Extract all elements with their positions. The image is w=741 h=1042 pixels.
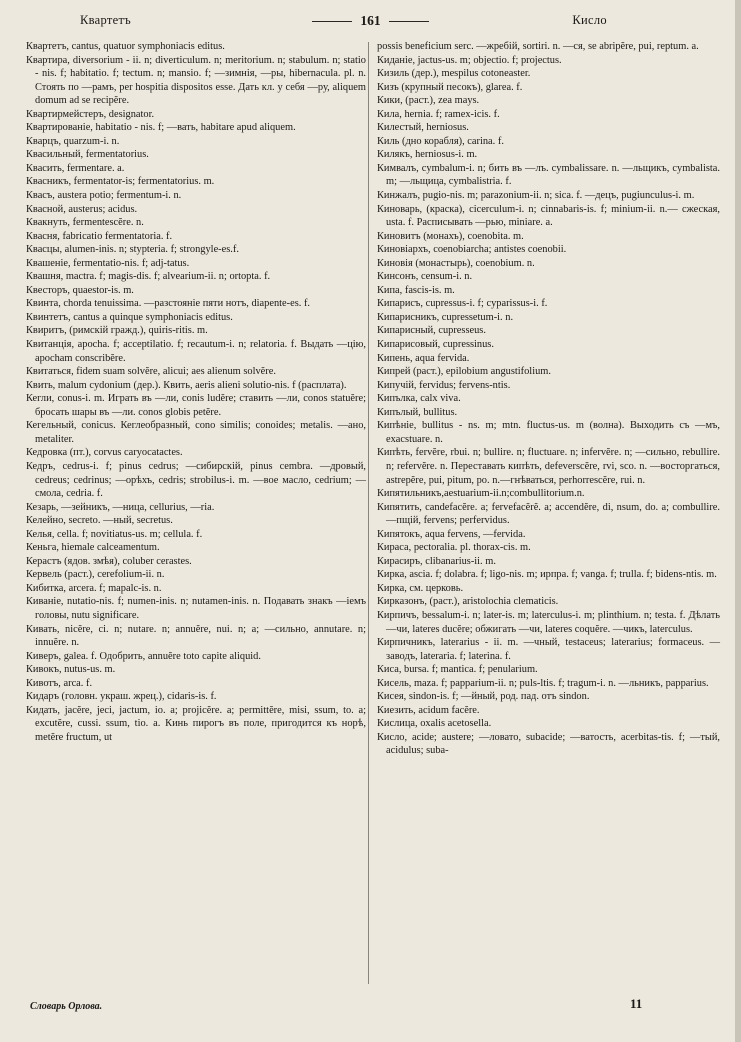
page-number: 161 bbox=[360, 13, 381, 28]
dictionary-entry: Кики, (раст.), zea mays. bbox=[377, 95, 480, 107]
dictionary-entry: Квартированіе, habitatio - nis. f; —вать, habitare apud aliquem. bbox=[26, 122, 296, 134]
dictionary-entry: Кипарисникъ, cupressetum-i. n. bbox=[377, 311, 514, 323]
dictionary-entry: Квасцы, alumen-inis. n; stypteria. f; strongyle-es.f. bbox=[26, 244, 239, 256]
dictionary-entry: Киновіархъ, coenobiarcha; antistes coenobii. bbox=[377, 244, 567, 256]
dictionary-entry: Кезарь, —зейникъ, —ница, cellurius, —ria. bbox=[26, 501, 215, 513]
dictionary-entry: Кивотъ, arca. f. bbox=[26, 677, 93, 689]
dictionary-entry: Кипа, fascis-is. m. bbox=[377, 284, 455, 296]
dictionary-entry: Киноварь, (краска), cicerculum-i. n; cinnabaris-is. f; minium-ii. n.— сжеская, usta. f. Расписывать —рью, miniare. a. bbox=[377, 203, 720, 229]
dictionary-entry: Киваніе, nutatio-nis. f; numen-inis. n; nutamen-inis. n. Подавать знакъ —іемъ головы, nutu significare. bbox=[26, 596, 366, 621]
dictionary-entry: Килестый, herniosus. bbox=[377, 122, 469, 134]
dictionary-entry: Квартетъ, cantus, quatuor symphoniacis editus. bbox=[26, 41, 225, 52]
dictionary-entry: Кирасиръ, clibanarius-ii. m. bbox=[377, 555, 496, 567]
dictionary-entry: Киверъ, galea. f. Одобрить, annuĕre toto capite aliquid. bbox=[26, 650, 261, 662]
dictionary-entry: Кипрей (раст.), epilobium angustifolium. bbox=[377, 366, 551, 378]
dictionary-entry: Квасной, austerus; acidus. bbox=[26, 203, 138, 215]
dictionary-entry: possis beneficium serc. —жребій, sortiri. n. —ся, se abripĕre, pui, reptum. a. bbox=[377, 41, 699, 52]
dictionary-entry: Кегли, conus-i. m. Играть въ —ли, conis ludĕre; ставить —ли, conos statuĕre; бросать шары въ —ли. conos globis petĕre. bbox=[26, 393, 366, 418]
header-right-guideword: Кисло bbox=[572, 13, 607, 27]
dictionary-entry: Кипълый, bullitus. bbox=[377, 406, 458, 418]
dictionary-entry: Кила, hernia. f; ramex-icis. f. bbox=[377, 108, 500, 120]
dictionary-entry: Квасильный, fermentatorius. bbox=[26, 149, 149, 161]
dictionary-entry: Кинжалъ, pugio-nis. m; parazonium-ii. n; sica. f. —децъ, pugiunculus-i. m. bbox=[377, 190, 695, 202]
dictionary-entry: Кизиль (дер.), mespilus cotoneaster. bbox=[377, 68, 531, 80]
dictionary-entry: Квитанція, apocha. f; acceptilatio. f; recautum-i. n; relatoria. f. Выдать —цію, apocham conscribĕre. bbox=[26, 339, 366, 364]
left-column bbox=[26, 40, 366, 744]
dictionary-entry: Кедровка (пт.), corvus caryocatactes. bbox=[26, 447, 183, 459]
dictionary-entry: Кисея, sindon-is. f; —йный, род. пад. отъ sindon. bbox=[377, 691, 590, 703]
dictionary-entry: Кивать, nicĕre, ci. n; nutare. n; annuĕre, nui. n; a; —сильно, annutare. n; innuĕre. n. bbox=[26, 623, 366, 649]
dictionary-entry: Киновія (монастырь), coenobium. n. bbox=[377, 257, 535, 269]
dictionary-entry: Киль (дно корабля), carina. f. bbox=[377, 135, 504, 147]
dictionary-entry: Келейно, secreto. —ный, secretus. bbox=[26, 515, 173, 527]
dictionary-entry: Киновитъ (монахъ), coenobita. m. bbox=[377, 230, 524, 242]
dictionary-entry: Кидаръ (головн. украш. жрец.), cidaris-is. f. bbox=[26, 691, 217, 703]
dictionary-entry: Квартирмейстеръ, designator. bbox=[26, 108, 155, 120]
dictionary-entry: Квасня, fabricatio fermentatoria. f. bbox=[26, 230, 173, 242]
dictionary-entry: Квакнуть, fermentescĕre. n. bbox=[26, 217, 144, 229]
dictionary-entry: Килякъ, herniosus-i. m. bbox=[377, 149, 478, 161]
dictionary-entry: Киданіе, jactus-us. m; objectio. f; projectus. bbox=[377, 54, 562, 66]
dictionary-entry: Кипарисный, cupresseus. bbox=[377, 325, 486, 337]
column-divider bbox=[368, 42, 369, 984]
dictionary-entry: Кипятильникъ,aestuarium-ii.n;combullitorium.n. bbox=[377, 488, 585, 500]
dictionary-entry: Кирка, ascia. f; dolabra. f; ligo-nis. m; ирпра. f; vanga. f; trulla. f; bidens-ntis. m. bbox=[377, 569, 717, 581]
dictionary-entry: Кинсонъ, censum-i. n. bbox=[377, 271, 473, 283]
dictionary-entry: Киезить, acidum facĕre. bbox=[377, 704, 480, 716]
right-column bbox=[377, 40, 720, 758]
dictionary-entry: Кипятить, candefacĕre. a; fervefacĕrĕ. a; accendĕre, di, nsum, do. a; combullire. —пщій, fervens; perfervidus. bbox=[377, 501, 720, 527]
dictionary-entry: Керастъ (ядов. змѣя), coluber cerastes. bbox=[26, 555, 192, 567]
dictionary-entry: Кибитка, arcera. f; mapalc-is. n. bbox=[26, 582, 162, 594]
dictionary-entry: Кипарисовый, cupressinus. bbox=[377, 339, 494, 351]
header-left-guideword: Квартетъ bbox=[80, 13, 132, 27]
dictionary-entry: Кипень, aqua fervida. bbox=[377, 352, 470, 364]
dictionary-entry: Кипълка, calx viva. bbox=[377, 393, 461, 405]
dictionary-entry: Квить, malum cydonium (дер.). Квить, aeris alieni solutio-nis. f (расплата). bbox=[26, 379, 347, 391]
dictionary-entry: Квашеніе, fermentatio-nis. f; adj-tatus. bbox=[26, 257, 190, 269]
dictionary-entry: Кирпичъ, bessalum-i. n; later-is. m; laterculus-i. m; plinthium. n; testa. f. Дѣлать —чи, lateres ducĕre; обжигать —чи, lateres coquĕre. —чикъ, laterculus. bbox=[377, 609, 720, 635]
dictionary-entry: Квиритъ, (римскій гражд.), quiris-ritis. m. bbox=[26, 325, 208, 337]
footer-signature-number: 11 bbox=[630, 996, 643, 1011]
page-edge bbox=[735, 0, 741, 1042]
dictionary-entry: Квашня, mactra. f; magis-dis. f; alvearium-ii. n; ortopta. f. bbox=[26, 271, 271, 283]
dictionary-entry: Квинтетъ, cantus a quinque symphoniacis editus. bbox=[26, 311, 233, 323]
dictionary-entry: Кирказонъ, (раст.), aristolochia clematicis. bbox=[377, 596, 559, 608]
footer-signature: Словарь Орлова. bbox=[30, 1001, 103, 1012]
dictionary-entry: Кедръ, cedrus-i. f; pinus cedrus; —сибирскій, pinus cembra. —дровый, cedreus; cedrinus; —орѣхъ, cedris; strobilus-i. m. —вое масло, cedrium; —смола, cedria. f. bbox=[26, 460, 366, 500]
dictionary-entry: Кислица, oxalis acetosella. bbox=[377, 718, 492, 730]
dictionary-entry: Кипарисъ, cupressus-i. f; cyparissus-i. f. bbox=[377, 298, 548, 310]
dictionary-entry: Кизъ (крупный песокъ), glarea. f. bbox=[377, 81, 523, 93]
dictionary-entry: Квесторъ, quaestor-is. m. bbox=[26, 284, 134, 296]
page-header bbox=[22, 13, 719, 33]
dictionary-entry: Кисель, maza. f; papparium-ii. n; puls-ltis. f; tragum-i. n. —льникъ, papparius. bbox=[377, 677, 709, 689]
dictionary-entry: Кипѣніе, bullitus - ns. m; mtn. fluctus-us. m (волна). Выходить съ —мъ, exacstuare. n. bbox=[377, 420, 720, 445]
dictionary-entry: Кимвалъ, cymbalum-i. n; бить въ —лъ. cymbalissare. n. —льщикъ, cymbalista. m; —льщица, cymbalistria. f. bbox=[377, 162, 720, 188]
dictionary-entry: Киса, bursa. f; mantica. f; penularium. bbox=[377, 664, 538, 676]
dictionary-entry: Кидать, jacĕre, jeci, jactum, io. a; projicĕre. a; permittĕre, misi, ssum, to. a; excutĕre, cussi. ssum, tio. a. Кинь пирогъ въ поле, пригодится къ норѣ, metĕre fructum, ut bbox=[26, 704, 366, 743]
dictionary-entry: Кираса, pectoralia. pl. thorax-cis. m. bbox=[377, 542, 531, 554]
dictionary-entry: Кирка, см. церковь. bbox=[377, 582, 464, 594]
dictionary-entry: Кипятокъ, aqua fervens, —fervida. bbox=[377, 528, 526, 540]
dictionary-entry: Квинта, chorda tenuissima. —разстояніе пяти нотъ, diapente-es. f. bbox=[26, 298, 311, 310]
dictionary-entry: Квасъ, austera potio; fermentum-i. n. bbox=[26, 190, 182, 202]
dictionary-entry: Кеньга, hiemale calceamentum. bbox=[26, 542, 160, 554]
dictionary-entry: Кивокъ, nutus-us. m. bbox=[26, 664, 116, 676]
dictionary-entry: Кегельный, conicus. Кеглеобразный, cono similis; conoides; metalis. —ано, metaliter. bbox=[26, 420, 366, 445]
dictionary-entry: Квартира, diversorium - ii. n; diverticulum. n; meritorium. n; stabulum. n; statio - nis. f; habitatio. f; tectum. n; mansio. f; —зимнія, —ры, hibernacula. pl. n. Стоять по —рамъ, per hospitia dispositos esse. Дать кл. у себя —ру, aliquem domum ad se recipĕre. bbox=[26, 54, 366, 107]
dictionary-entry: Кервель (раст.), cerefolium-ii. n. bbox=[26, 569, 165, 581]
dictionary-entry: Кварцъ, quarzum-i. n. bbox=[26, 135, 120, 147]
dictionary-entry: Квасникъ, fermentator-is; fermentatorius. m. bbox=[26, 176, 215, 188]
dictionary-entry: Кисло, acide; austere; —ловато, subacide; —ватость, acerbitas-tis. f; —тый, acidulus; suba- bbox=[377, 731, 720, 757]
dictionary-entry: Квитаться, fidem suam solvĕre, alicui; aes alienum solvĕre. bbox=[26, 366, 276, 378]
dictionary-entry: Келья, cella. f; novitiatus-us. m; cellula. f. bbox=[26, 528, 203, 540]
dictionary-entry: Квасить, fermentare. a. bbox=[26, 162, 125, 174]
dictionary-entry: Кирпичникъ, laterarius - ii. m. —чный, testaceus; laterarius; formaceus. —заводъ, lateraria. f; laterina. f. bbox=[377, 637, 720, 662]
dictionary-entry: Кипучій, fervidus; fervens-ntis. bbox=[377, 379, 511, 391]
dictionary-entry: Кипѣть, fervĕre, rbui. n; bullire. n; fluctuare. n; infervĕre. n; —сильно, rebullire. n; refervĕre. n. Переставать кипѣть, defeverscĕre, rvi, sco. n. —восторгаться, astrepĕre, pui, pitum, po. n.—гнѣваться, perhorrescĕre, rui. n. bbox=[377, 447, 720, 486]
